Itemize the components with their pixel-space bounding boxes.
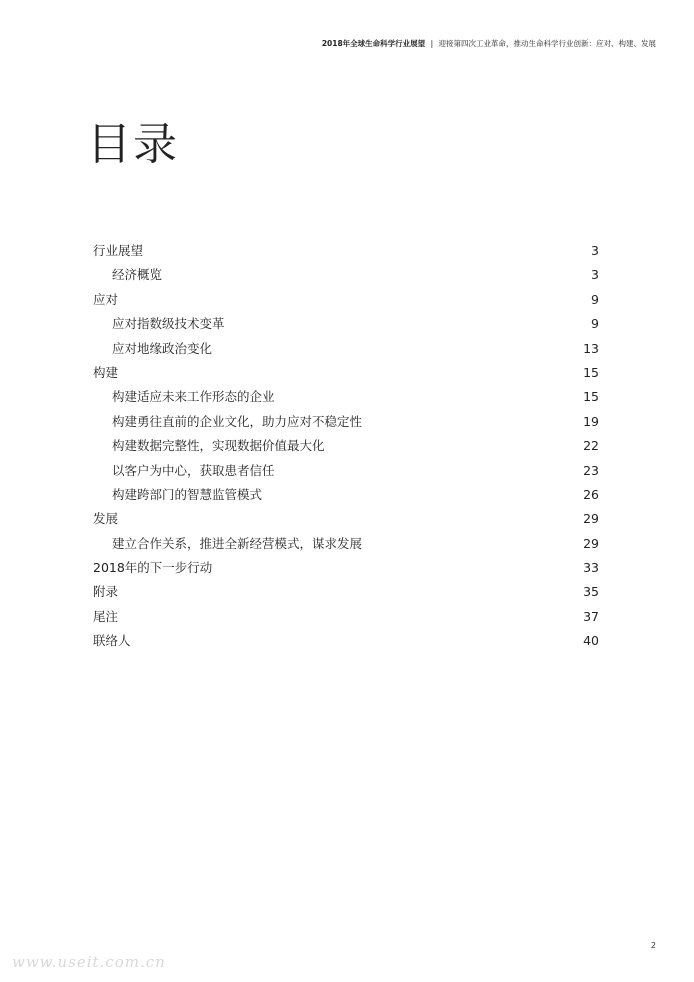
toc-entry-label: 构建跨部门的智慧监管模式: [112, 486, 263, 502]
toc-entry-page: 23: [583, 462, 599, 478]
toc-entry-label: 行业展望: [93, 243, 144, 258]
toc-entry[interactable]: [93, 361, 599, 385]
toc-entry-label: 构建: [93, 364, 119, 380]
toc-subentry[interactable]: [93, 263, 599, 287]
report-title: 2018年全球生命科学行业展望: [321, 39, 426, 48]
toc-entry-page: 29: [583, 535, 599, 551]
report-subtitle: 迎接第四次工业革命，推动生命科学行业创新：应对、构建、发展: [438, 39, 656, 48]
toc-entry-page: 9: [591, 291, 599, 307]
toc-entry-label: 以客户为中心，获取患者信任: [112, 462, 275, 478]
toc-entry-page: 9: [591, 316, 599, 332]
toc-subentry[interactable]: [93, 532, 599, 556]
toc-entry-page: 29: [583, 511, 599, 527]
toc-entry-page: 40: [583, 633, 599, 649]
toc-subentry[interactable]: [93, 459, 599, 483]
toc-subentry[interactable]: [93, 312, 599, 336]
toc-entry-page: 13: [583, 340, 599, 356]
toc-entry[interactable]: [93, 580, 599, 604]
toc-entry-label: 2018年的下一步行动: [93, 560, 213, 576]
toc-subentry[interactable]: [93, 410, 599, 434]
toc-entry-label: 应对地缘政治变化: [112, 340, 213, 356]
page-title: 目录: [87, 119, 179, 170]
toc-entry-page: 3: [591, 243, 599, 258]
toc-entry-page: 33: [583, 560, 599, 576]
toc-entry[interactable]: [93, 507, 599, 531]
toc-entry-label: 构建数据完整性，实现数据价值最大化: [112, 438, 325, 454]
toc-entry-label: 构建适应未来工作形态的企业: [112, 389, 275, 405]
toc-entry-label: 尾注: [93, 608, 119, 624]
toc-subentry[interactable]: [93, 434, 599, 458]
toc-entry-page: 3: [591, 267, 599, 283]
toc-entry-page: 26: [583, 486, 599, 502]
toc-entry[interactable]: [93, 239, 599, 263]
toc-subentry[interactable]: [93, 337, 599, 361]
toc-entry-label: 联络人: [93, 633, 131, 649]
toc-entry-label: 应对指数级技术变革: [112, 316, 225, 332]
toc-entry-label: 经济概览: [112, 267, 163, 283]
toc-entry[interactable]: [93, 556, 599, 580]
toc-entry[interactable]: [93, 629, 599, 653]
page-number: 2: [650, 941, 656, 950]
watermark: www.useit.com.cn: [12, 953, 166, 971]
toc-subentry[interactable]: [93, 385, 599, 409]
toc-subentry[interactable]: [93, 483, 599, 507]
toc-entry-page: 19: [583, 413, 599, 429]
toc-entry-page: 35: [583, 584, 599, 600]
header-separator: |: [430, 39, 434, 48]
toc-entry[interactable]: [93, 288, 599, 312]
running-header: [322, 38, 656, 49]
toc-entry-label: 应对: [93, 291, 119, 307]
toc-entry-label: 发展: [93, 511, 119, 527]
toc-entry-page: 22: [583, 438, 599, 454]
toc-entry-page: 15: [583, 389, 599, 405]
toc-entry-page: 15: [583, 364, 599, 380]
toc-entry-label: 附录: [93, 584, 119, 600]
toc-entry[interactable]: [93, 605, 599, 629]
table-of-contents: [93, 239, 599, 654]
toc-entry-label: 建立合作关系，推进全新经营模式，谋求发展: [112, 535, 363, 551]
toc-entry-page: 37: [583, 608, 599, 624]
toc-entry-label: 构建勇往直前的企业文化，助力应对不稳定性: [112, 413, 363, 429]
